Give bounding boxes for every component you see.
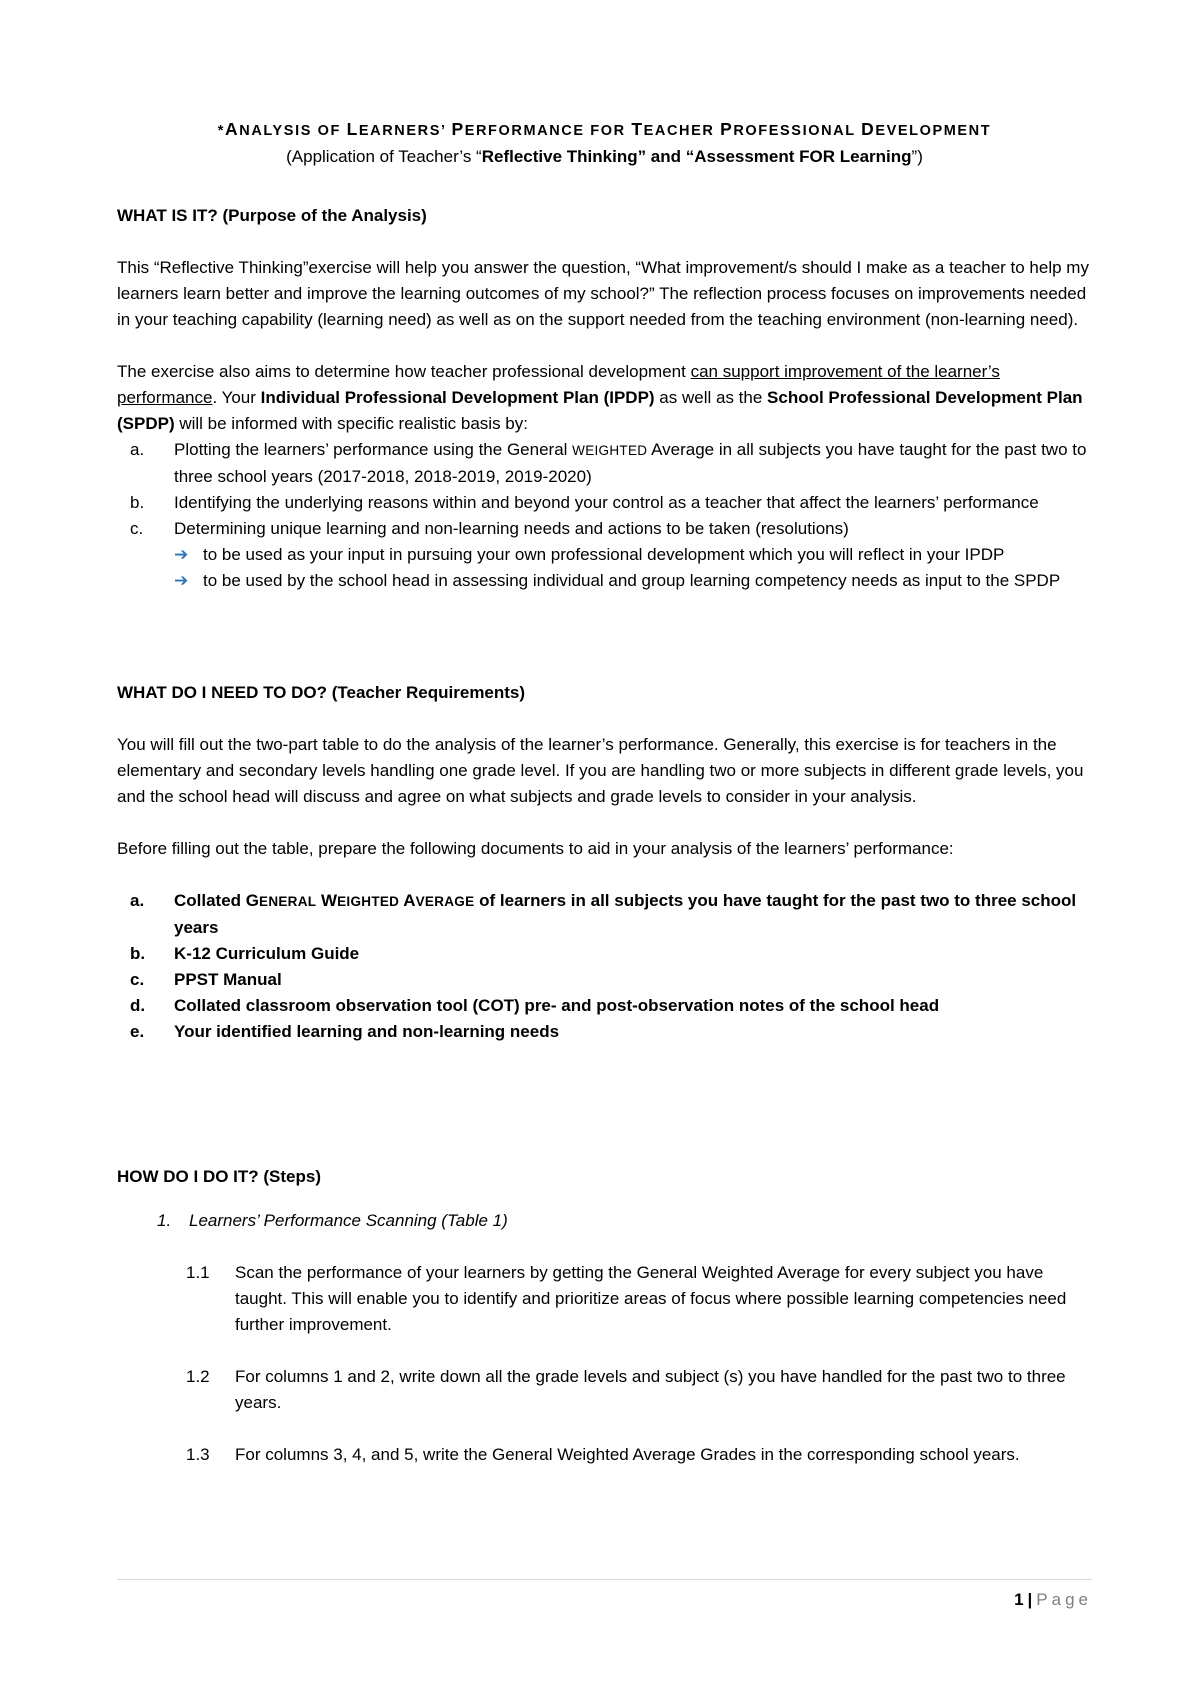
arrow-list-item: ➔ to be used as your input in pursuing your own professional development which you will reflect in your IPDP [117, 542, 1092, 568]
section-heading: WHAT DO I NEED TO DO? (Teacher Requirements) [117, 683, 526, 702]
list-item: b. Identifying the underlying reasons within and beyond your control as a teacher that affect the learners’ performance [130, 493, 1039, 512]
list-item: d. Collated classroom observation tool (COT) pre- and post-observation notes of the school head [130, 996, 940, 1015]
requirements-paragraph: You will fill out the two-part table to do the analysis of the learner’s performance. Generally, this exercise is for teachers in the elementary and secondary levels handling one grade level. If you are handling two or more subjects in different grade levels, you and the school head will discuss and agree on what subjects and grade levels to consider in your analysis. [117, 735, 1084, 806]
list-item: c. Determining unique learning and non-learning needs and actions to be taken (resolutions) [130, 519, 849, 538]
basis-list [117, 437, 1092, 542]
section-what-do-i-need [117, 680, 1092, 1045]
prepare-paragraph: Before filling out the table, prepare the following documents to aid in your analysis of the learners’ performance: [117, 839, 954, 858]
arrow-right-icon: ➔ [174, 545, 189, 564]
substep-1-1: 1.1 Scan the performance of your learners by getting the General Weighted Average for every subject you have taught. This will enable you to identify and prioritize areas of focus where possible learning competencies need further improvement. [186, 1263, 1067, 1334]
footer-separator: | [1027, 1590, 1033, 1609]
footer-divider [117, 1579, 1092, 1580]
aims-paragraph: The exercise also aims to determine how teacher professional development can support improvement of the learner’s performance. Your Individual Professional Development Plan (IPDP) as well as the School Professional Development Plan (SPDP) will be informed with specific realistic basis by: [117, 362, 1083, 433]
list-item: b. K-12 Curriculum Guide [130, 944, 360, 963]
section-how-do-i-do-it [117, 1164, 1092, 1468]
list-item: a. Plotting the learners’ performance using the General WEIGHTED Average in all subjects you have taught for the past two to three school years (2017-2018, 2018-2019, 2019-2020) [130, 440, 1087, 486]
arrow-right-icon: ➔ [174, 571, 189, 590]
section-what-is-it [117, 203, 1092, 594]
list-item: c. PPST Manual [130, 970, 282, 989]
step-1: 1. Learners’ Performance Scanning (Table 1) [157, 1211, 508, 1230]
list-item: a. Collated GENERAL WEIGHTED AVERAGE of learners in all subjects you have taught for the past two to three school years [130, 891, 1077, 937]
page-number: 1 [1014, 1590, 1024, 1609]
section-heading: HOW DO I DO IT? (Steps) [117, 1167, 321, 1186]
page-footer [1014, 1587, 1092, 1613]
arrow-list-item: ➔ to be used by the school head in assessing individual and group learning competency needs as input to the SPDP [117, 568, 1092, 594]
section-heading: WHAT IS IT? (Purpose of the Analysis) [117, 206, 427, 225]
document-title: *ANALYSIS OF LEARNERS’ PERFORMANCE FOR TEACHER PROFESSIONAL DEVELOPMENT [217, 119, 992, 139]
documents-list [117, 888, 1092, 1045]
purpose-paragraph: This “Reflective Thinking”exercise will help you answer the question, “What improvement/s should I make as a teacher to help my learners learn better and improve the learning outcomes of my school?” The reflection process focuses on improvements needed in your teaching capability (learning need) as well as on the support needed from the teaching environment (non-learning need). [117, 258, 1089, 329]
document-subtitle: (Application of Teacher’s “Reflective Thinking” and “Assessment FOR Learning”) [286, 147, 923, 166]
substep-1-2: 1.2 For columns 1 and 2, write down all the grade levels and subject (s) you have handled for the past two to three years. [186, 1367, 1066, 1412]
page-label: Page [1036, 1590, 1092, 1609]
substep-1-3: 1.3 For columns 3, 4, and 5, write the General Weighted Average Grades in the corresponding school years. [186, 1445, 1020, 1464]
list-item: e. Your identified learning and non-learning needs [130, 1022, 560, 1041]
